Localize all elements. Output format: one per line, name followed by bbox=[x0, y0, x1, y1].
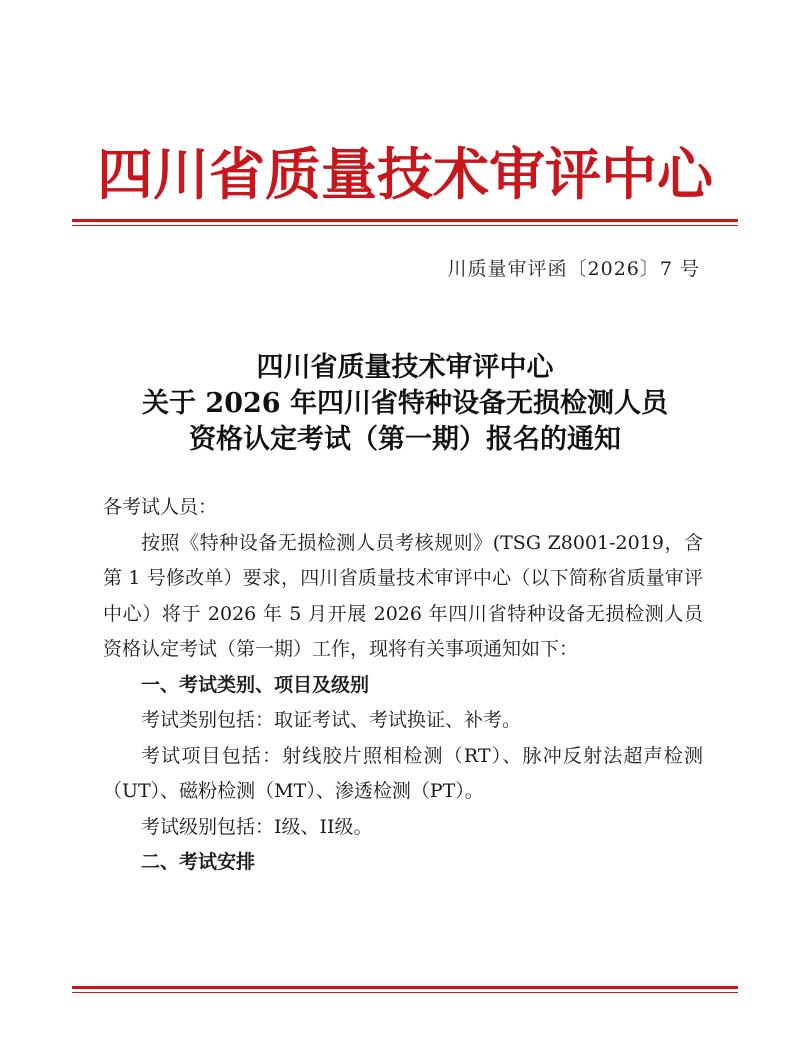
document-number: 川质量审评函〔2026〕7 号 bbox=[447, 258, 700, 280]
intro-paragraph: 按照《特种设备无损检测人员考核规则》(TSG Z8001-2019，含第 1 号修改单）要求，四川省质量技术审评中心（以下简称省质量审评中心）将于 2026 年 5 月开展 2026 年四川省特种设备无损检测人员资格认定考试（第一期）工作，现将有关事项通知如下： bbox=[103, 531, 703, 660]
title-line-1: 四川省质量技术审评中心 bbox=[256, 352, 554, 383]
section-2-heading: 二、考试安排 bbox=[141, 851, 256, 873]
exam-categories-paragraph: 考试类别包括：取证考试、考试换证、补考。 bbox=[141, 709, 522, 731]
title-line-2: 关于 2026 年四川省特种设备无损检测人员 bbox=[142, 388, 668, 419]
title-line-3: 资格认定考试（第一期）报名的通知 bbox=[189, 424, 621, 455]
document-title bbox=[0, 350, 810, 458]
header-rule-thin bbox=[72, 225, 738, 226]
exam-items-paragraph: 考试项目包括：射线胶片照相检测（RT）、脉冲反射法超声检测（UT）、磁粉检测（MT）、渗透检测（PT）。 bbox=[103, 744, 703, 802]
section-1-heading: 一、考试类别、项目及级别 bbox=[141, 673, 370, 696]
salutation: 各考试人员： bbox=[103, 496, 218, 518]
exam-levels-paragraph: 考试级别包括：I级、II级。 bbox=[141, 815, 373, 838]
header-rule-thick bbox=[72, 219, 738, 222]
footer-rule-thin bbox=[72, 992, 738, 993]
footer-rule-thick bbox=[72, 986, 738, 989]
organization-header: 四川省质量技术审评中心 bbox=[97, 143, 713, 208]
document-body bbox=[103, 490, 703, 881]
